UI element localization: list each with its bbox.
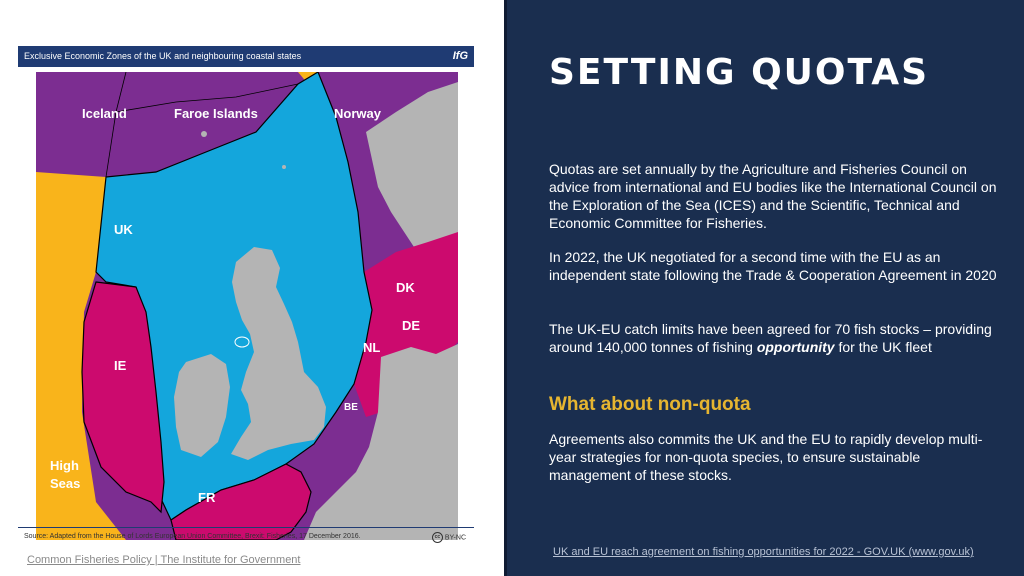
paragraph-non-quota: Agreements also commits the UK and the EU to rapidly develop multi-year strategies for non-quota species, to ensure sustainable management of these stocks. bbox=[549, 431, 983, 483]
opportunity-emphasis: opportunity bbox=[756, 339, 835, 355]
label-ie: IE bbox=[114, 358, 127, 373]
label-dk: DK bbox=[396, 280, 415, 295]
label-norway: Norway bbox=[334, 106, 381, 121]
paragraph-2022-negotiation: In 2022, the UK negotiated for a second time with the EU as an independent state following the Trade & Cooperation Agreement in 2020 bbox=[549, 249, 997, 283]
label-uk: UK bbox=[114, 222, 133, 237]
paragraph-quota-setting: Quotas are set annually by the Agriculture and Fisheries Council on advice from international and EU bodies like the International Council on the Exploration of the Sea (ICES) and the Scientific, Technical and Economic Committee for Fisheries. bbox=[549, 161, 997, 231]
figure-footer-rule bbox=[18, 527, 474, 528]
figure-source: Source: Adapted from the House of Lords European Union Committee, Brexit: Fisheries, 17 December 2016. bbox=[24, 533, 361, 540]
gov-uk-link[interactable]: UK and EU reach agreement on fishing opportunities for 2022 - GOV.UK (www.gov.uk) bbox=[553, 546, 974, 558]
label-nl: NL bbox=[363, 340, 381, 355]
license-badge bbox=[432, 532, 466, 543]
label-faroe-islands: Faroe Islands bbox=[174, 106, 258, 121]
label-iceland: Iceland bbox=[82, 106, 127, 121]
label-seas: Seas bbox=[50, 476, 81, 491]
label-fr: FR bbox=[198, 490, 216, 505]
catch-limits-text-end: for the UK fleet bbox=[834, 339, 932, 355]
ifg-logo: IfG bbox=[452, 50, 468, 62]
paragraph-catch-limits bbox=[549, 320, 997, 356]
eez-map-figure bbox=[18, 46, 474, 548]
creative-commons-icon: cc bbox=[432, 532, 443, 543]
label-high: High bbox=[50, 458, 79, 473]
figure-title: Exclusive Economic Zones of the UK and neighbouring coastal states bbox=[24, 51, 302, 61]
faroe-islands-land bbox=[201, 131, 207, 137]
slide-title: SETTING QUOTAS bbox=[549, 52, 930, 93]
catch-limits-text: The UK-EU catch limits have been agreed for 70 fish stocks – providing around 140,000 tonnes of fishing bbox=[549, 321, 992, 355]
label-de: DE bbox=[402, 318, 421, 333]
left-panel bbox=[0, 0, 504, 576]
figure-header bbox=[18, 46, 474, 67]
license-text: BY-NC bbox=[444, 534, 466, 542]
eez-map bbox=[36, 72, 458, 540]
label-be: BE bbox=[344, 402, 358, 413]
right-panel bbox=[504, 0, 1024, 576]
non-quota-heading: What about non-quota bbox=[549, 394, 751, 415]
common-fisheries-policy-link[interactable]: Common Fisheries Policy | The Institute for Government bbox=[27, 554, 301, 566]
shetland-land bbox=[282, 165, 286, 169]
